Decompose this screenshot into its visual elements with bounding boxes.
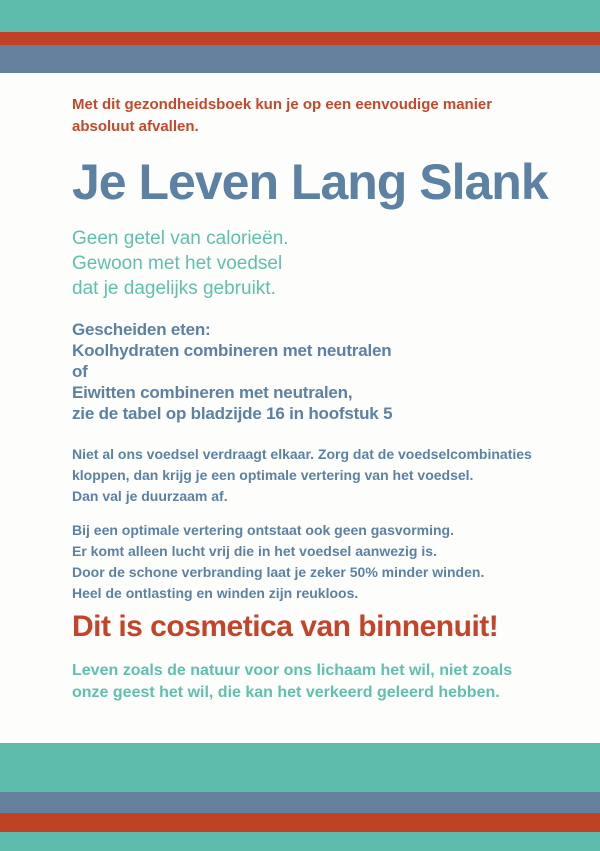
bottom-stripe-red (0, 813, 600, 832)
digestion-paragraph (72, 444, 570, 507)
top-stripe-blue (0, 45, 600, 73)
cosmetica-headline: Dit is cosmetica van binnenuit! (72, 610, 499, 643)
method-line: Koolhydraten combineren met neutralen (72, 341, 392, 360)
paragraph-line: Dan val je duurzaam af. (72, 488, 228, 504)
gas-paragraph (72, 520, 570, 604)
method-line: zie de tabel op bladzijde 16 in hoofstuk 5 (72, 404, 393, 423)
closing-line: onze geest het wil, die kan het verkeerd geleerd hebben. (72, 684, 500, 701)
subtitle-text (72, 226, 570, 301)
intro-line: Met dit gezondheidsboek kun je op een eenvoudige manier (72, 96, 493, 113)
method-line: of (72, 362, 88, 381)
bottom-stripe-band (0, 743, 600, 851)
bottom-stripe-blue (0, 792, 600, 813)
paragraph-line: Heel de ontlasting en winden zijn reukloos. (72, 585, 359, 601)
paragraph-line: Er komt alleen lucht vrij die in het voedsel aanwezig is. (72, 543, 437, 559)
bottom-stripe-teal-lower (0, 832, 600, 851)
top-stripe-red (0, 32, 600, 45)
book-title: Je Leven Lang Slank (72, 154, 548, 210)
bottom-stripe-teal-upper (0, 743, 600, 792)
cover-content (72, 73, 570, 743)
subtitle-line: dat je dagelijks gebruikt. (72, 278, 276, 299)
intro-line: absoluut afvallen. (72, 118, 199, 135)
top-stripe-teal (0, 0, 600, 32)
subtitle-line: Geen getel van calorieën. (72, 228, 289, 249)
intro-text (72, 94, 570, 138)
closing-line: Leven zoals de natuur voor ons lichaam het wil, niet zoals (72, 662, 513, 679)
method-text (72, 319, 570, 424)
subtitle-line: Gewoon met het voedsel (72, 253, 283, 274)
paragraph-line: Door de schone verbranding laat je zeker 50% minder winden. (72, 564, 485, 580)
method-line: Eiwitten combineren met neutralen, (72, 383, 353, 402)
method-line: Gescheiden eten: (72, 320, 211, 339)
paragraph-line: Bij een optimale vertering ontstaat ook geen gasvorming. (72, 522, 454, 538)
paragraph-line: kloppen, dan krijg je een optimale vertering van het voedsel. (72, 467, 474, 483)
closing-text (72, 660, 570, 704)
top-stripe-band (0, 0, 600, 73)
paragraph-line: Niet al ons voedsel verdraagt elkaar. Zorg dat de voedselcombinaties (72, 446, 532, 462)
